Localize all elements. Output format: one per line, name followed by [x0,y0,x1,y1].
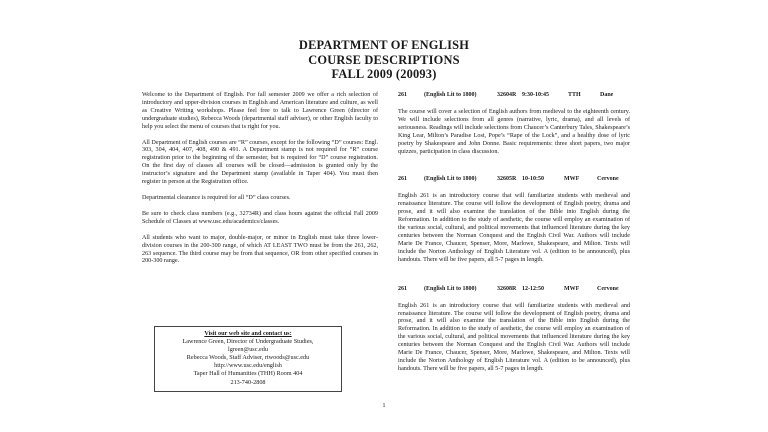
document-title: COURSE DESCRIPTIONS [308,52,460,67]
course-entry [398,92,630,156]
department-title: DEPARTMENT OF ENGLISH [298,38,470,52]
contact-director-email[interactable]: lgreen@usc.edu [228,346,268,354]
course-title: (English Lit to 1800) [424,92,477,98]
course-description: The course will cover a selection of English authors from medieval to the eighteenth century. We will include selections from all genres (narrative, lyric, drama), and all levels of seriousness. Readings will include selections from Chaucer’s Canterbury Tales, Shakespeare’s King Lear, Milton’s Paradise Lost, Pope’s “Rape of the Lock”, and a healthy dose of lyric poetry by Shakespeare and John Donne. Basic requirements: three short papers, two major quizzes, participation in class discussion. [398,109,630,155]
course-instructor: Cervone [597,285,619,292]
course-time: 10-10:50 [522,176,544,183]
course-number: 261 [398,285,407,292]
course-instructor: Dane [600,92,614,98]
intro-paragraph-class-numbers: Be sure to check class numbers (e.g., 32734R) and class hours against the official Fall 2009 Schedule of Classes at www.usc.edu/academics/classes. [142,210,378,225]
course-column [398,92,630,374]
page-header [0,38,768,82]
contact-phone: 213-740-2808 [230,378,266,386]
course-days: TTH [568,92,581,98]
course-title: (English Lit to 1800) [424,176,477,183]
intro-column [142,92,378,274]
course-header [398,176,630,184]
course-entry [398,286,630,374]
course-days: MWF [564,285,580,292]
course-section: 32608R [497,285,517,292]
course-description: English 261 is an introductory course that will familiarize students with medieval and renaissance literature. The course will follow the development of English poetry, drama and prose, and it will also examine the translation of the Bible into English during the Reformation. In addition to the study of aesthetic, the course will employ an examination of the various social, cultural, and political movements that influenced literature during the key centuries between the Norman Conquest and the English Civil War. Authors will include Marie De France, Chaucer, Spenser, More, Marlowe, Shakespeare, and Milton. Texts will include the Norton Anthology of English Literature vol. A (edition to be announced), plus handouts. There will be five papers, all 5-7 pages in length. [398,193,630,263]
contact-office: Taper Hall of Humanities (THH) Room 404 [193,370,303,378]
intro-paragraph-clearance: Departmental clearance is required for all “D” class courses. [142,194,291,201]
course-header [398,92,630,100]
contact-adviser[interactable]: Rebecca Woods, Staff Adviser, rtwoods@usc.edu [186,354,310,362]
course-days: MWF [564,176,580,183]
page-number: 1 [382,402,386,409]
course-time: 12-12:50 [522,285,544,292]
contact-title[interactable]: Visit our web site and contact us: [204,330,292,337]
course-description: English 261 is an introductory course that will familiarize students with medieval and renaissance literature. The course will follow the development of English poetry, drama and prose, and it will also examine the translation of the Bible into English during the Reformation. In addition to the study of aesthetic, the course will employ an examination of the various social, cultural, and political movements that influenced literature during the key centuries between the Norman Conquest and the English Civil War. Authors will include Marie De France, Chaucer, Spenser, More, Marlowe, Shakespeare, and Milton. Texts will include the Norton Anthology of English Literature vol. A (edition to be announced), plus handouts. There will be five papers, all 5-7 pages in length. [398,302,630,372]
contact-box [154,326,342,392]
course-instructor: Cervone [597,176,619,183]
course-section: 32604R [497,92,517,98]
course-title: (English Lit to 1800) [424,285,477,292]
intro-paragraph-course-types: All Department of English courses are “R” courses, except for the following “D” courses: Engl. 303, 304, 404, 407, 408, 490 & 491. A Department stamp is not required for “R” course registration prior to the beginning of the semester, but is required for “D” course registration. On the first day of classes all courses will be closed—admission is granted only by the instructor’s signature and the Department stamp (available in Taper 404). You must then register in person at the Registration office. [142,139,378,186]
contact-website[interactable]: http://www.usc.edu/english [214,362,282,370]
course-number: 261 [398,176,407,183]
course-entry [398,176,630,264]
intro-paragraph-welcome: Welcome to the Department of English. For fall semester 2009 we offer a rich selection of introductory and upper-division courses in English and American literature and culture, as well as Creative Writing workshops. Please feel free to talk to Lawrence Green (director of undergraduate studies), Rebecca Woods (departmental staff adviser), or other English faculty to help you select the menu of courses that is right for you. [142,92,378,130]
course-number: 261 [398,92,407,98]
semester-title: FALL 2009 (20093) [331,67,437,81]
course-section: 32605R [497,176,517,183]
course-time: 9:30-10:45 [522,92,549,98]
intro-paragraph-requirements: All students who want to major, double-major, or minor in English must take three lower-division courses in the 200-300 range, of which AT LEAST TWO must be from the 261, 262, 263 sequence. The third course may be from that sequence, OR from other specified courses in 200-300 range. [142,234,378,265]
contact-director: Lawrence Green, Director of Undergraduate Studies, [182,338,314,346]
course-header [398,286,630,294]
